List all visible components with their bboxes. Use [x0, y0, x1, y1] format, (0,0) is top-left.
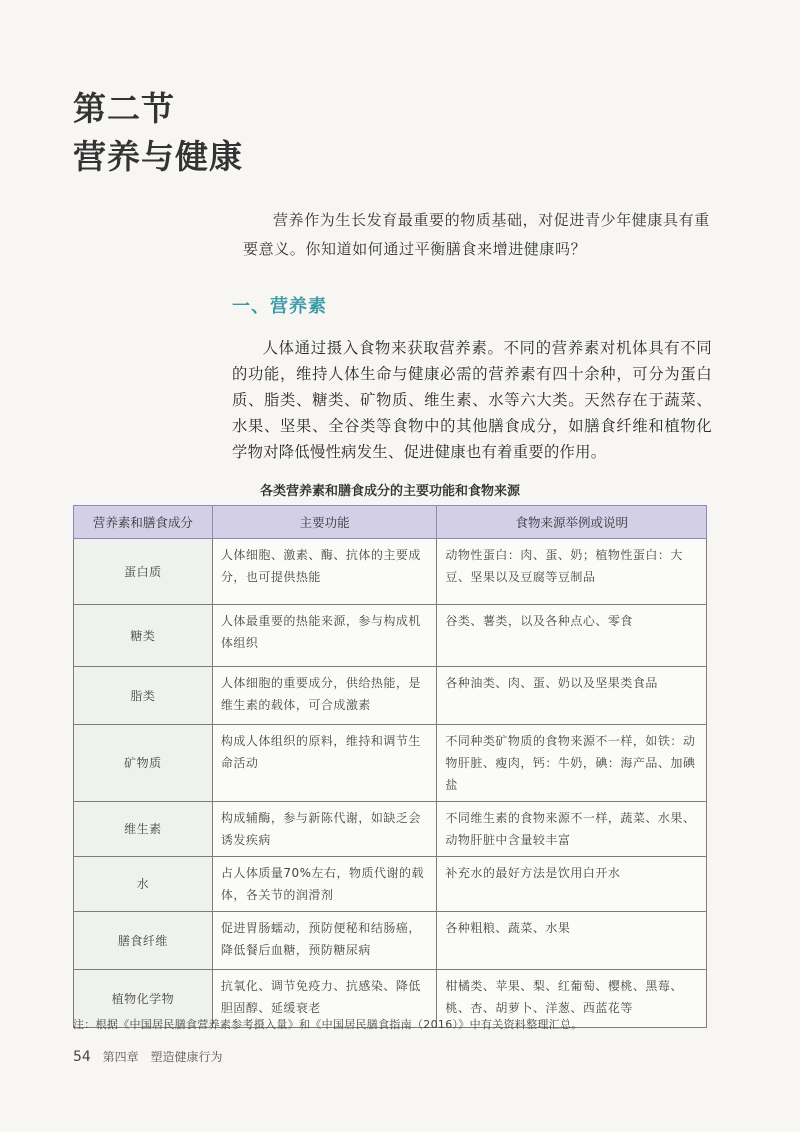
section-number: 第二节	[73, 89, 175, 128]
nutrient-function: 占人体质量70%左右，物质代谢的载体，各关节的润滑剂	[212, 857, 437, 912]
section-title: 营养与健康	[73, 137, 243, 176]
table-row	[74, 857, 707, 912]
section-heading: 一、营养素	[232, 296, 327, 317]
nutrient-name: 糖类	[74, 605, 213, 667]
nutrient-source: 谷类、薯类，以及各种点心、零食	[437, 605, 707, 667]
nutrient-name: 水	[74, 857, 213, 912]
nutrient-source: 不同种类矿物质的食物来源不一样，如铁：动物肝脏、瘦肉，钙：牛奶，碘：海产品、加碘盐	[437, 725, 707, 802]
nutrient-source: 补充水的最好方法是饮用白开水	[437, 857, 707, 912]
table-note: 注：根据《中国居民膳食营养素参考摄入量》和《中国居民膳食指南（2016）》中有关资料整理汇总。	[73, 1018, 583, 1031]
nutrient-function: 促进胃肠蠕动，预防便秘和结肠癌，降低餐后血糖，预防糖尿病	[212, 912, 437, 970]
nutrient-source: 不同维生素的食物来源不一样，蔬菜、水果、动物肝脏中含量较丰富	[437, 802, 707, 857]
header-function: 主要功能	[212, 506, 437, 539]
chapter-title: 塑造健康行为	[150, 1050, 223, 1064]
nutrient-function: 人体细胞、激素、酶、抗体的主要成分，也可提供热能	[212, 539, 437, 605]
nutrient-source: 各种油类、肉、蛋、奶以及坚果类食品	[437, 667, 707, 725]
table-row	[74, 605, 707, 667]
nutrient-function: 抗氧化、调节免疫力、抗感染、降低胆固醇、延缓衰老	[212, 970, 437, 1028]
nutrient-function: 构成人体组织的原料，维持和调节生命活动	[212, 725, 437, 802]
nutrient-source: 动物性蛋白：肉、蛋、奶；植物性蛋白：大豆、坚果以及豆腐等豆制品	[437, 539, 707, 605]
table-caption: 各类营养素和膳食成分的主要功能和食物来源	[259, 484, 520, 499]
body-paragraph: 人体通过摄入食物来获取营养素。不同的营养素对机体具有不同的功能，维持人体生命与健康必需的营养素有四十余种，可分为蛋白质、脂类、糖类、矿物质、维生素、水等六大类。天然存在于蔬菜、水果、坚果、全谷类等食物中的其他膳食成分，如膳食纤维和植物化学物对降低慢性病发生、促进健康也有着重要的作用。	[232, 339, 712, 461]
nutrient-table	[73, 505, 707, 1028]
nutrient-name: 植物化学物	[74, 970, 213, 1028]
header-nutrient: 营养素和膳食成分	[74, 506, 213, 539]
section-title-block	[73, 85, 243, 181]
page-footer	[73, 1048, 223, 1065]
table-row	[74, 667, 707, 725]
nutrient-name: 矿物质	[74, 725, 213, 802]
table-row	[74, 725, 707, 802]
nutrient-name: 脂类	[74, 667, 213, 725]
nutrient-function: 人体最重要的热能来源，参与构成机体组织	[212, 605, 437, 667]
table-row	[74, 802, 707, 857]
nutrient-function: 构成辅酶，参与新陈代谢，如缺乏会诱发疾病	[212, 802, 437, 857]
intro-paragraph: 营养作为生长发育最重要的物质基础，对促进青少年健康具有重要意义。你知道如何通过平衡膳食来增进健康吗？	[243, 211, 710, 258]
nutrient-function: 人体细胞的重要成分，供给热能，是维生素的载体，可合成激素	[212, 667, 437, 725]
header-source: 食物来源举例或说明	[437, 506, 707, 539]
nutrient-source: 各种粗粮、蔬菜、水果	[437, 912, 707, 970]
nutrient-name: 维生素	[74, 802, 213, 857]
chapter-label: 第四章	[102, 1050, 139, 1064]
table-header-row	[74, 506, 707, 539]
nutrient-name: 蛋白质	[74, 539, 213, 605]
table-row	[74, 539, 707, 605]
nutrient-name: 膳食纤维	[74, 912, 213, 970]
page-number: 54	[73, 1049, 91, 1065]
table-row	[74, 912, 707, 970]
nutrient-source: 柑橘类、苹果、梨、红葡萄、樱桃、黑莓、桃、杏、胡萝卜、洋葱、西蓝花等	[437, 970, 707, 1028]
